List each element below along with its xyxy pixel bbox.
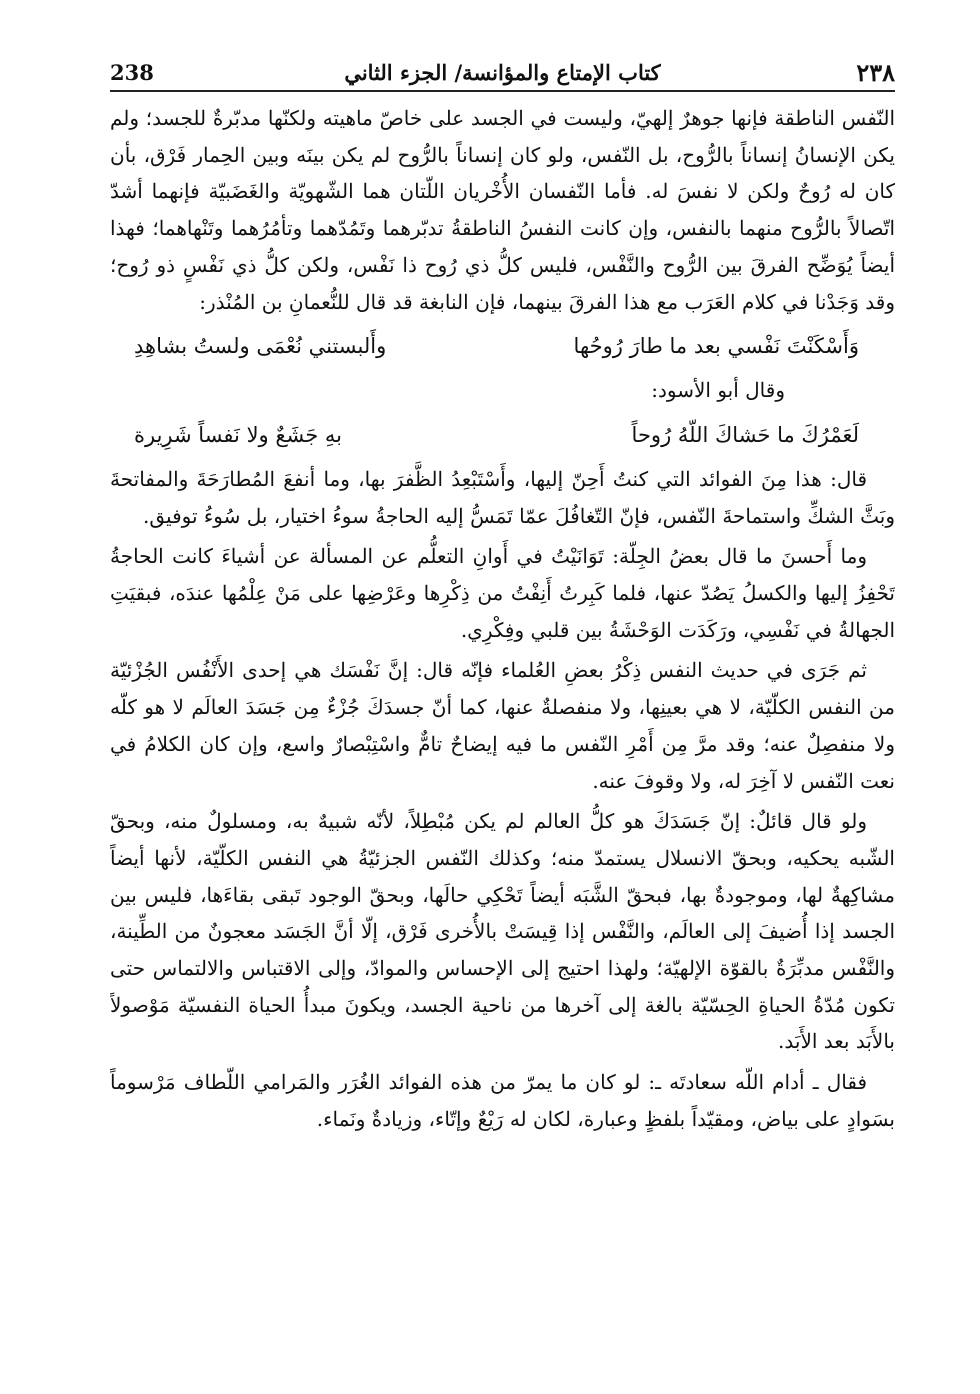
paragraph-1: النّفس الناطقة فإنها جوهرٌ إلهيّ، وليست في الجسد على خاصّ ماهيته ولكنّها مدبّرةٌ للجسد؛ ولم يكن الإنسانُ إنساناً بالرُّوح، بل النّفس، ولو كان إنساناً بالرُّوح لم يكن بينَه وبين الحِمار فَرْق، بأن كان له رُوحٌ ولكن لا نفسَ له. فأما النّفسان الأُخْريان اللّتان هما الشّهويّة والغَضَبيّة فإنهما أشدّ اتّصالاً بالرُّوح منهما بالنفس، وإن كانت النفسُ الناطقةُ تدبّرهما وتَمُدّهما وتأمُرُهما وتَنْهاهما؛ فهذا أيضاً يُوَضِّح الفرقَ بين الرُّوح والنَّفْس، فليس كلُّ ذي رُوح ذا نَفْس، ولكن كلُّ ذي نَفْسٍ ذو رُوح؛ وقد وَجَدْنا في كلام العَرَب مع هذا الفرقَ بينهما، فإن النابغة قد قال للنُّعمانِ بن المُنْذر: [110, 106, 895, 314]
verse-2-second-hemistich: بهِ جَشَعٌ ولا نَفساً شَرِيرة [134, 422, 343, 447]
verse-1-second-hemistich: وأَلبستني نُعْمَى ولستُ بشاهِدِ [134, 334, 387, 359]
verse-1 [134, 328, 859, 364]
paragraph-3: وما أَحسنَ ما قال بعضُ الجِلّة: تَوَانَيْتُ في أَوانِ التعلُّم عن المسألة عن أشياءَ كانت الحاجةُ تَحْفِزُ إليها والكسلُ يَصُدّ عنها، فلما كَبِرتُ أَنِفْتُ من ذِكْرِها وعَرْضِها على مَنْ عِلْمُها عندَه، فبقيَتِ الجهالةُ في نَفْسِي، ورَكَدَت الوَحْشَةُ بين قلبي وفِكْرِي. [110, 544, 895, 642]
page-number: 238 [110, 60, 154, 85]
running-title: كتاب الإمتاع والمؤانسة/ الجزء الثاني [344, 60, 661, 85]
paragraph-6: فقال ـ أدام اللّه سعادتَه ـ: لو كان ما يمرّ من هذه الفوائد الغُرَر والمَرامي اللّطاف مَرْسوماً بسَوادٍ على بياض، ومقيّداً بلفظٍ وعبارة، لكان له رَيْعٌ وإتّاء، وزيادةٌ ونَماء. [110, 1070, 895, 1131]
verse-2 [134, 417, 859, 453]
verse-1-first-hemistich: وَأَسْكَنْتَ نَفْسي بعد ما طارَ رُوحُها [573, 334, 859, 359]
paragraph-4: ثم جَرَى في حديث النفس ذِكْرُ بعضِ العُلماء فإنّه قال: إنَّ نَفْسَك هي إحدى الأَنْفُس الجُزْئيّة من النفس الكلّيّة، لا هي بعينِها، ولا منفصلةٌ عنها، كما أنّ جسدَكَ جُزْءٌ مِن جَسَدَ العالَم لا هو كلّه ولا منفصِلٌ عنه؛ وقد مرَّ مِن أَمْرِ النّفس ما فيه إيضاحٌ تامٌّ واسْتِبْصارٌ واسع، وإن كان الكلامُ في نعت النّفس لا آخِرَ له، ولا وقوفَ عنه. [110, 658, 895, 793]
header-rule [110, 90, 895, 92]
verse-2-first-hemistich: لَعَمْرُكَ ما حَشاكَ اللّهُ رُوحاً [631, 422, 859, 447]
paragraph-2: قال: هذا مِنَ الفوائد التي كنتُ أَحِنّ إليها، وأَسْتَبْعِدُ الظَّفرَ بها، وما أنفعَ المُطارَحَةَ والمفاتحةَ وبَثَّ الشكِّ واستماحةَ النّفس، فإنّ التّغافُلَ عمّا تَمَسُّ إليه الحاجةُ سوءُ اختيار، بل سُوءُ توفيق. [110, 466, 895, 528]
verse-attribution: وقال أبو الأسود: [651, 378, 785, 403]
page-header [110, 56, 895, 90]
page-body [110, 100, 895, 1330]
page-number-arabic: ٢٣٨ [856, 58, 895, 87]
paragraph-5: ولو قال قائلٌ: إنّ جَسَدَكَ هو كلُّ العالم لم يكن مُبْطِلاً، لأنّه شبيهٌ به، ومسلولٌ منه، وبحقّ الشّبه يحكيه، وبحقّ الانسلال يستمدّ منه؛ وكذلك النّفس الجزئيّةُ هي النفس الكلّيّة، لأنها أيضاً مشاكِهةٌ لها، وموجودةٌ بها، فبحقّ الشَّبَه أيضاً تَحْكِي حالَها، وبحقّ الوجود تَبقى بقاءَها، فليس بين الجسد إذا أُضيفَ إلى العالَم، والنَّفْس إذا قِيسَتْ بالأُخرى فَرْق، إلّا أنَّ الجَسَد معجونٌ من الطِّينة، والنَّفْس مدبِّرَةٌ بالقوّة الإلهيّة؛ ولهذا احتيج إلى الإحساس والموادّ، وإلى الاقتباس والالتماس حتى تكون مُدّةُ الحياةِ الحِسّيّة بالغة إلى آخرها من ناحية الجسد، ويكونَ مبدأُ الحياة النفسيّة مَوْصولاً بالأَبَد بعد الأَبَد. [110, 809, 895, 1054]
